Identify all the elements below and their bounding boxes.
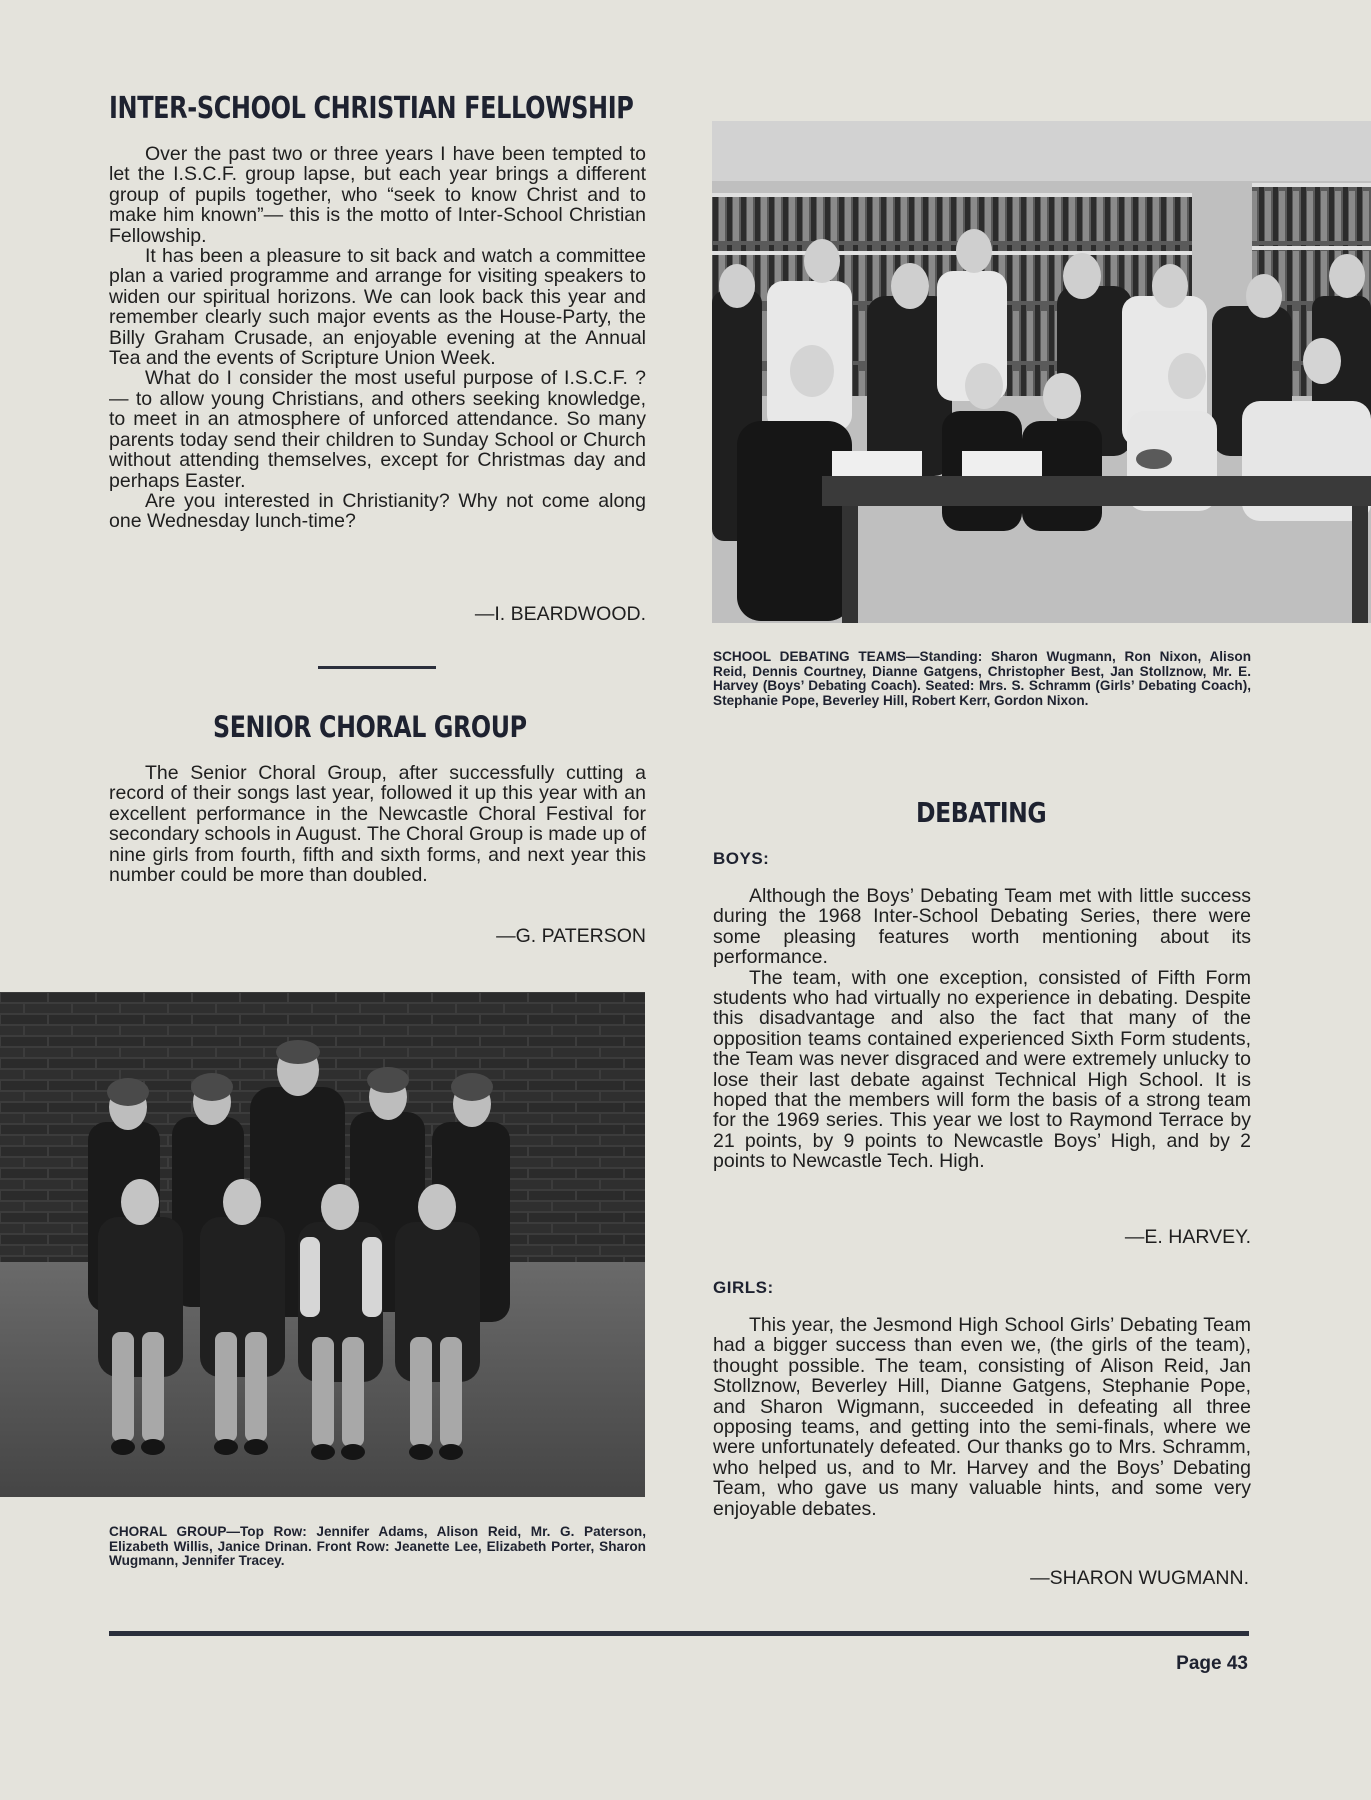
- boys-subheading: BOYS:: [713, 849, 770, 868]
- iscf-heading: INTER-SCHOOL CHRISTIAN FELLOWSHIP: [109, 91, 634, 126]
- girls-paragraph: This year, the Jesmond High School Girls’ Debating Team had a bigger success than even we, (the girls of the team), thought possible. The team, consisting of Alison Reid, Jan Stollznow, Beverley Hill, Dianne Gatgens, Stephanie Pope, and Sharon Wigmann, succeeded in defeating all three opposing teams, and getting into the semi-finals, where we were unfortunately defeated. Our thanks go to Mrs. Schramm, who helped us, and to Mr. Harvey and the Boys’ Debating Team, who gave us many valuable hints, and some very enjoyable debates.: [713, 1314, 1251, 1520]
- girls-debating-body: [713, 1315, 1251, 1519]
- page-number: Page 43: [1176, 1653, 1248, 1674]
- boys-paragraph: Although the Boys’ Debating Team met with little success during the 1968 Inter-School Debating Series, there were some pleasing features worth mentioning about its performance.: [713, 885, 1251, 969]
- footer-rule: [109, 1631, 1249, 1636]
- choral-signature: —G. PATERSON: [496, 925, 646, 947]
- choral-body: [109, 763, 646, 885]
- girls-subheading: GIRLS:: [713, 1278, 774, 1297]
- section-divider: [318, 666, 436, 669]
- iscf-paragraph: Are you interested in Christianity? Why not come along one Wednesday lunch-time?: [109, 489, 646, 533]
- boys-debating-body: [713, 886, 1251, 1172]
- choral-paragraph: The Senior Choral Group, after successfully cutting a record of their songs last year, followed it up this year with an excellent performance in the Newcastle Choral Festival for secondary schools in August. The Choral Group is made up of nine girls from fourth, fifth and sixth forms, and next year this number could be more than doubled.: [109, 762, 646, 887]
- iscf-signature: —I. BEARDWOOD.: [474, 603, 646, 625]
- boys-signature: —E. HARVEY.: [1124, 1226, 1251, 1248]
- iscf-body: [109, 144, 646, 532]
- iscf-paragraph: What do I consider the most useful purpose of I.S.C.F. ? — to allow young Christians, and others seeking knowledge, to meet in an atmosphere of unforced attendance. So many parents today send their children to Sunday School or Church without attending themselves, except for Christmas day and perhaps Easter.: [109, 367, 646, 492]
- iscf-paragraph: It has been a pleasure to sit back and watch a committee plan a varied programme and arrange for visiting speakers to widen our spiritual horizons. We can look back this year and remember clearly such major events as the House-Party, the Billy Graham Crusade, an enjoyable evening at the Annual Tea and the events of Scripture Union Week.: [109, 245, 646, 370]
- choral-heading: SENIOR CHORAL GROUP: [213, 710, 527, 744]
- choral-group-photo: [0, 992, 645, 1497]
- debating-heading: DEBATING: [916, 796, 1047, 829]
- debating-teams-photo: [712, 121, 1371, 623]
- debating-photo-caption: SCHOOL DEBATING TEAMS—Standing: Sharon Wugmann, Ron Nixon, Alison Reid, Dennis Courtney, Dianne Gatgens, Christopher Best, Jan Stollznow, Mr. E. Harvey (Boys’ Debating Coach). Seated: Mrs. S. Schramm (Girls’ Debating Coach), Stephanie Pope, Beverley Hill, Robert Kerr, Gordon Nixon.: [713, 649, 1251, 708]
- iscf-paragraph: Over the past two or three years I have been tempted to let the I.S.C.F. group lapse, but each year brings a different group of pupils together, who “seek to know Christ and to make him known”— this is the motto of Inter-School Christian Fellowship.: [109, 143, 646, 247]
- boys-paragraph: The team, with one exception, consisted of Fifth Form students who had virtually no experience in debating. Despite this disadvantage and also the fact that many of the opposition teams contained experienced Sixth Form students, the Team was never disgraced and were extremely unlucky to lose their last debate against Technical High School. It is hoped that the members will form the basis of a strong team for the 1969 series. This year we lost to Raymond Terrace by 21 points, by 9 points to Newcastle Boys’ High, and by 2 points to Newcastle Tech. High.: [713, 966, 1251, 1173]
- choral-photo-caption: CHORAL GROUP—Top Row: Jennifer Adams, Alison Reid, Mr. G. Paterson, Elizabeth Willis, Janice Drinan. Front Row: Jeanette Lee, Elizabeth Porter, Sharon Wugmann, Jennifer Tracey.: [109, 1524, 646, 1569]
- girls-signature: —SHARON WUGMANN.: [1030, 1567, 1249, 1589]
